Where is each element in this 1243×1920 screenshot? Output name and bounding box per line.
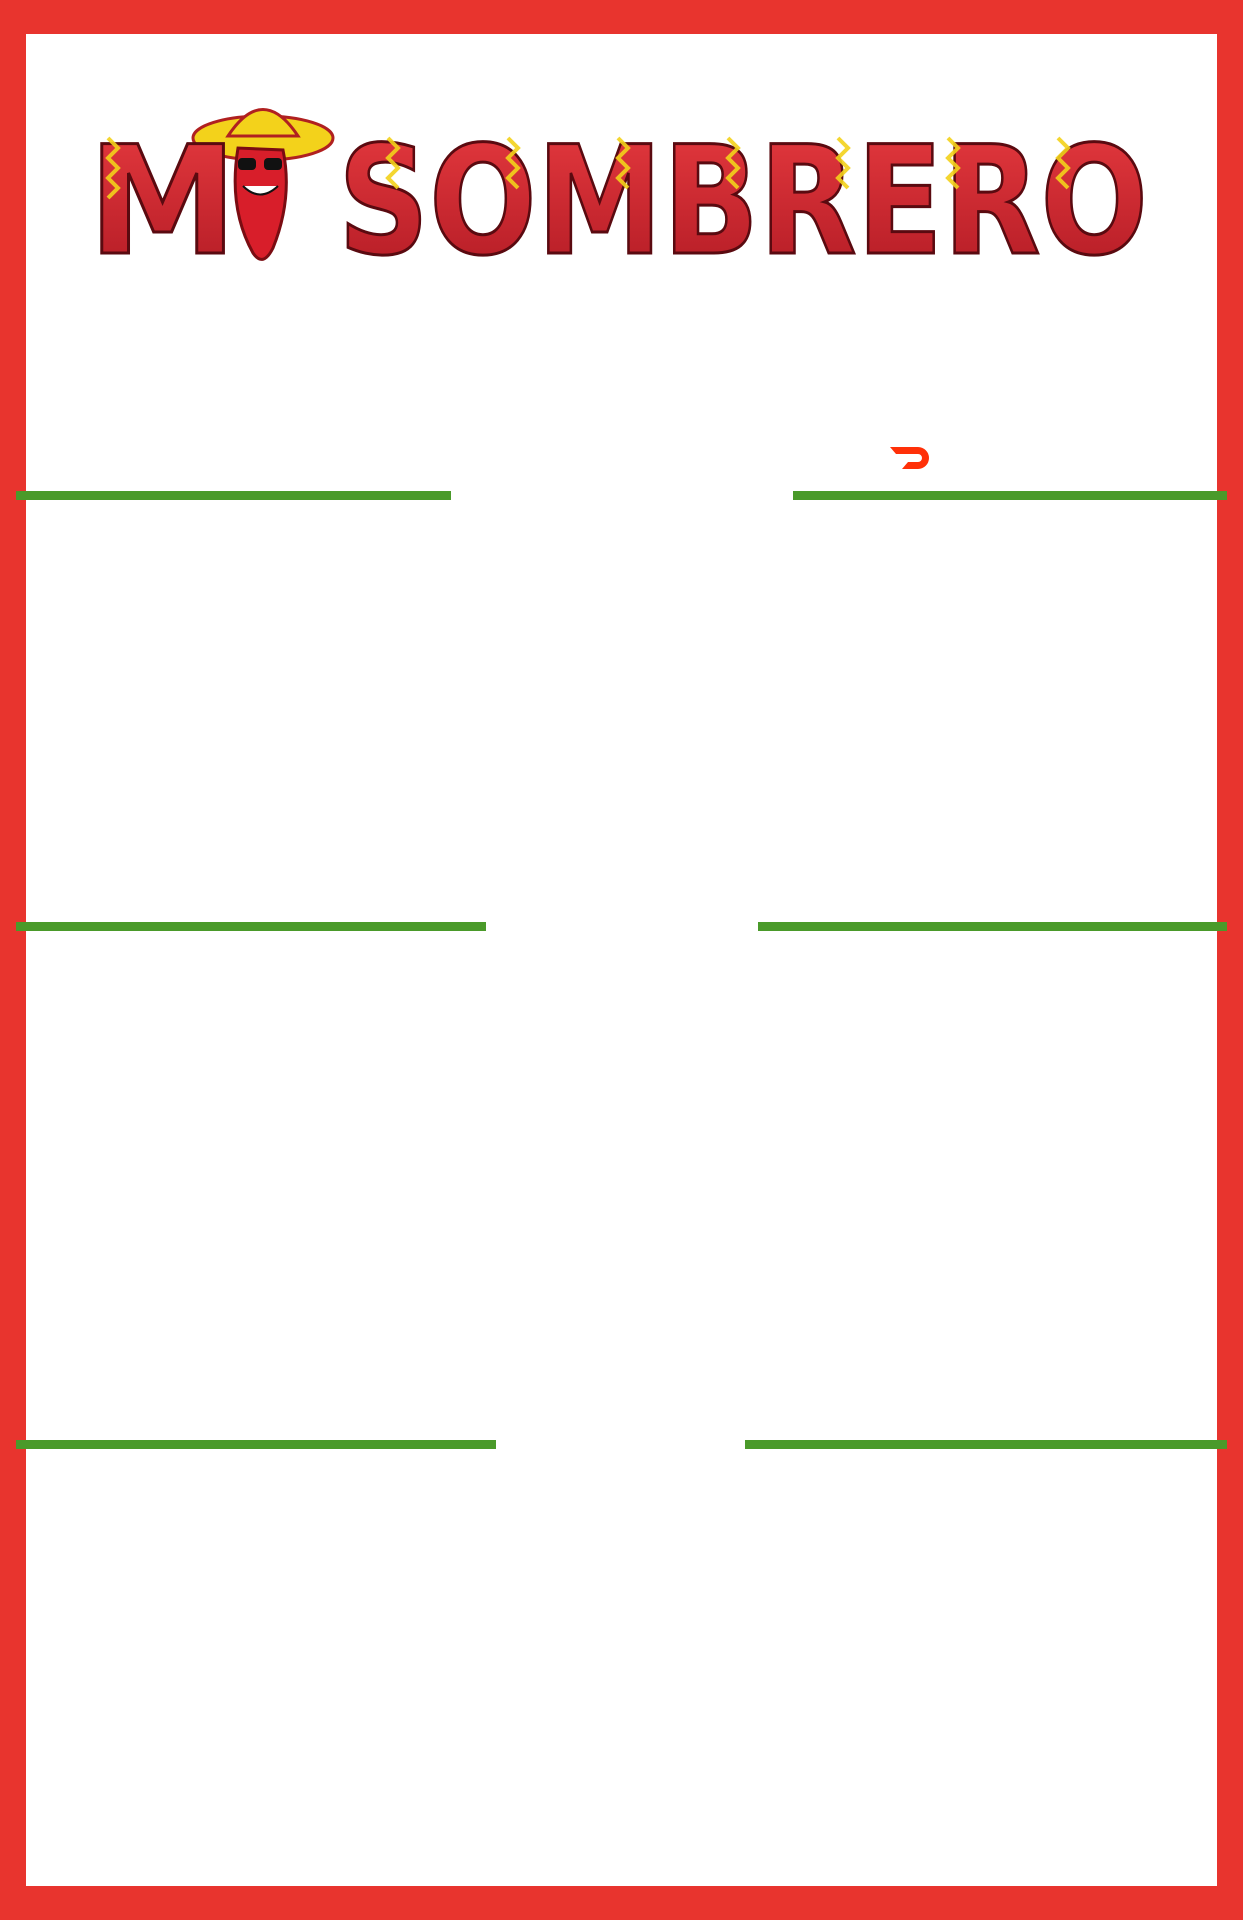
section-divider bbox=[16, 922, 486, 931]
section-divider bbox=[758, 922, 1227, 931]
logo-word-sombrero: SOMBRERO bbox=[338, 115, 1148, 289]
logo-letter-m: M bbox=[88, 115, 238, 289]
restaurant-logo bbox=[88, 78, 1158, 289]
section-divider bbox=[745, 1440, 1227, 1449]
section-divider bbox=[793, 491, 1227, 500]
section-divider bbox=[16, 1440, 496, 1449]
doordash-icon bbox=[888, 445, 934, 471]
doordash-badge[interactable] bbox=[888, 442, 944, 474]
section-divider bbox=[16, 491, 451, 500]
